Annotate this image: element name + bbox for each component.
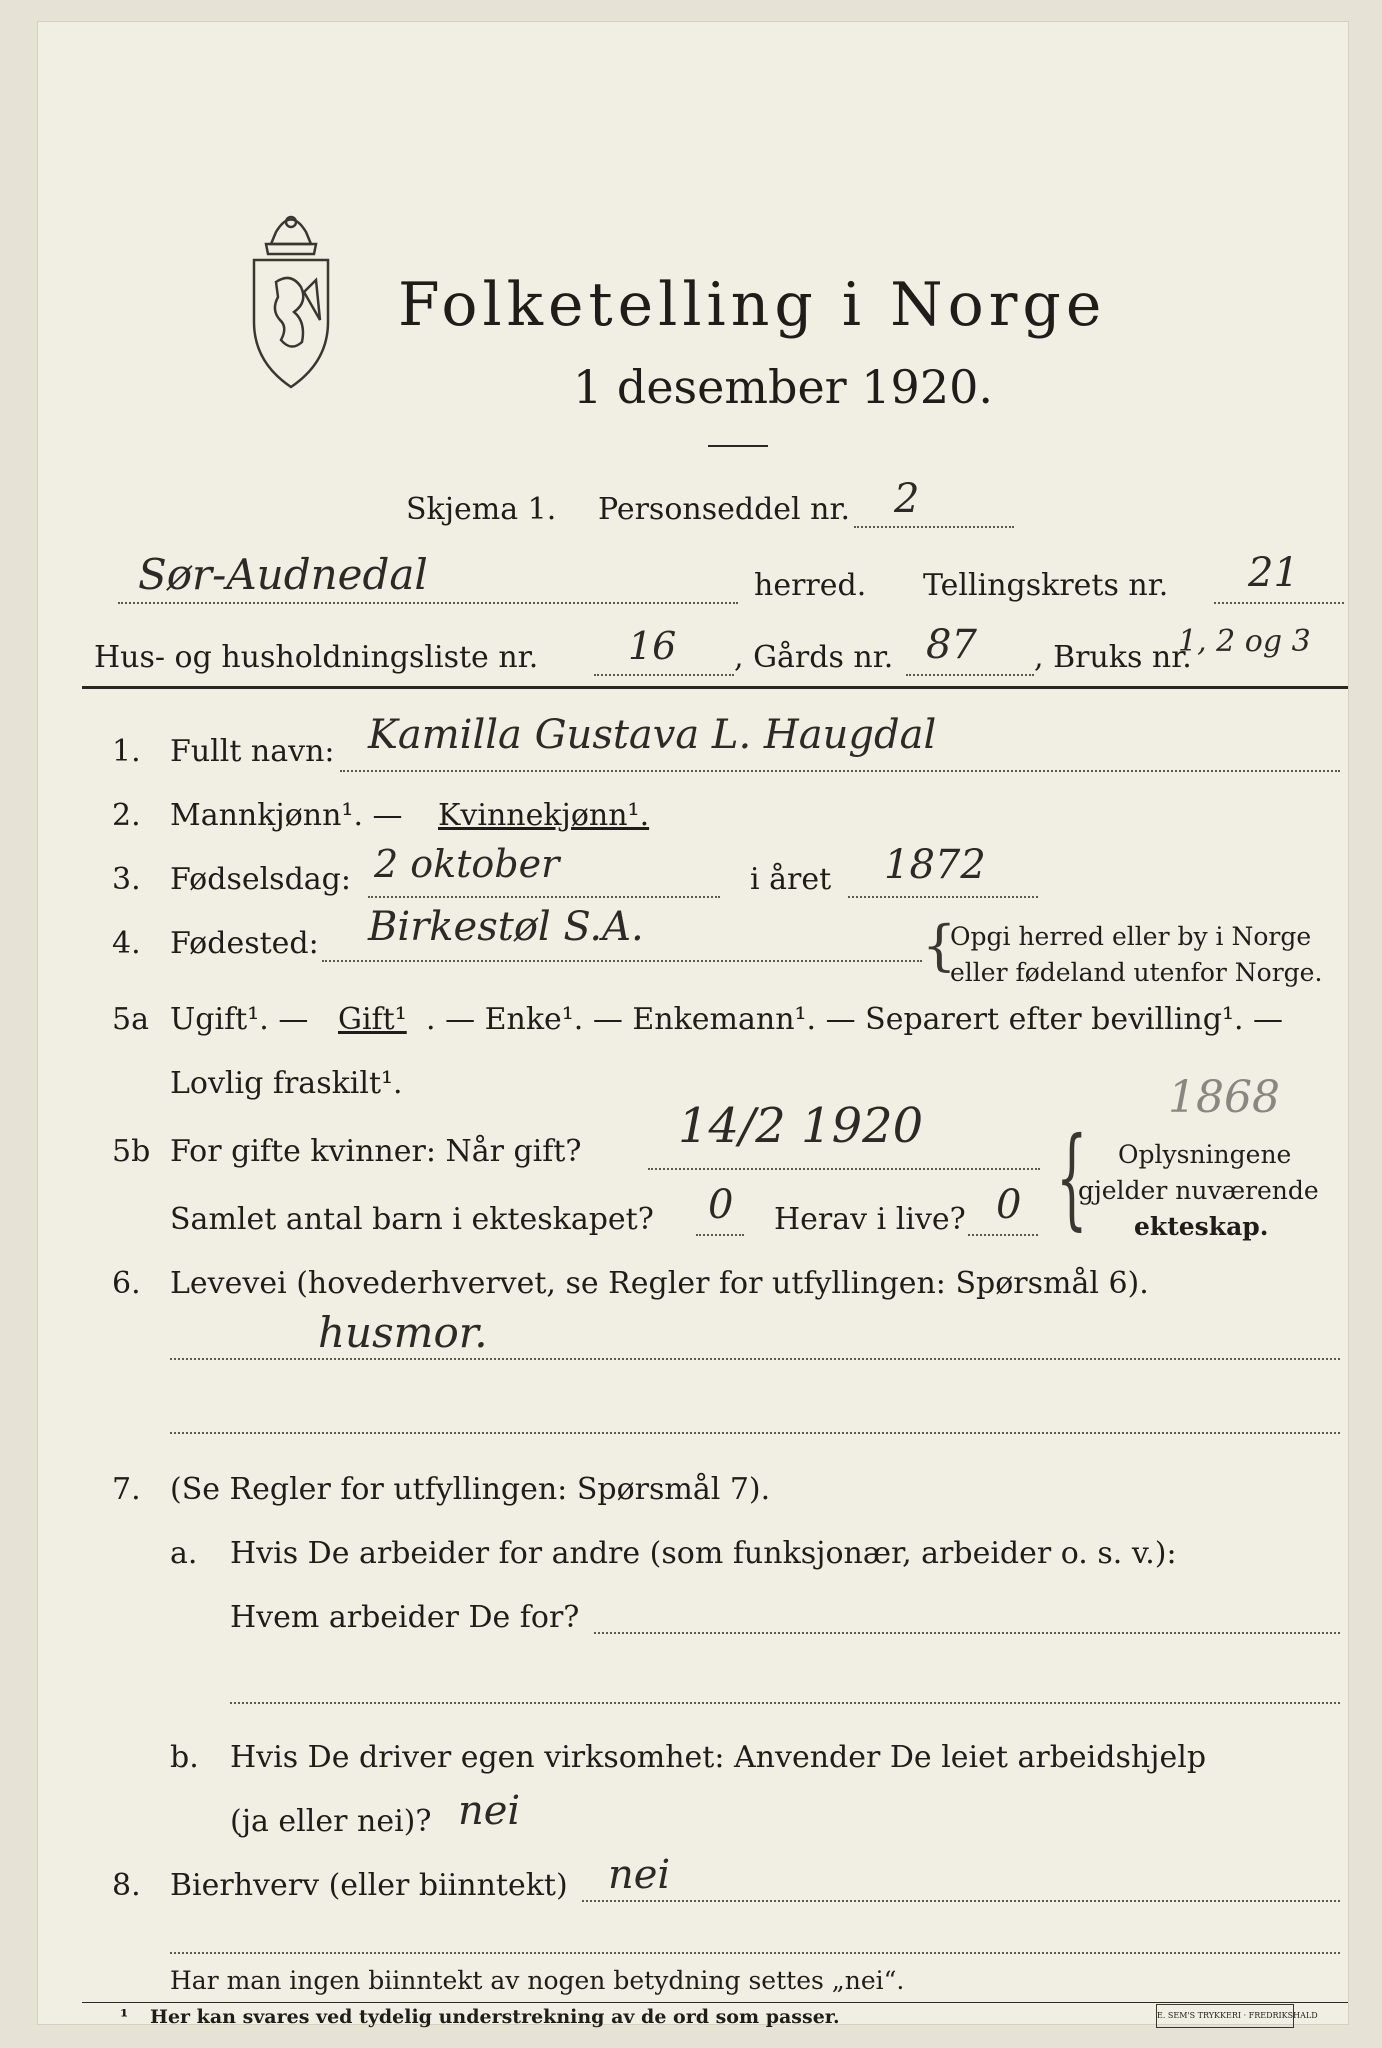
tellingskrets-label: Tellingskrets nr. [923,568,1169,603]
q5b-label: For gifte kvinner: Når gift? [170,1134,582,1169]
q5b-alive-label: Herav i live? [774,1202,966,1237]
q5b-note-line3: ekteskap. [1134,1212,1269,1241]
hus-line [594,674,734,676]
q6-line1 [170,1358,1340,1360]
census-form [38,22,1348,2024]
q3-label: Fødselsdag: [170,862,351,897]
gards-line [906,674,1034,676]
q5b-children-line [696,1234,744,1236]
footnote-mark: ¹ [120,2006,129,2028]
q6-number: 6. [112,1266,141,1301]
bruks-value[interactable]: 1, 2 og 3 [1178,624,1311,659]
form-title: Folketelling i Norge [398,270,1107,340]
q5b-line [648,1168,1040,1170]
q5b-note-line1: Oplysningene [1118,1140,1292,1169]
q1-line [340,770,1340,772]
gards-value[interactable]: 87 [926,622,977,668]
title-divider [708,445,768,447]
marital-gift-option[interactable]: Gift¹ [338,1002,407,1037]
q8-label: Bierhverv (eller biinntekt) [170,1868,568,1903]
marriage-margin-note: 1868 [1168,1072,1280,1123]
birth-year-value[interactable]: 1872 [884,842,986,888]
q4-label: Fødested: [170,926,319,961]
q3-number: 3. [112,862,141,897]
tellingskrets-value[interactable]: 21 [1248,550,1299,596]
q4-brace: { [922,914,957,977]
footnote-text: Her kan svares ved tydelig understrekning av de ord som passer. [150,2006,840,2028]
birthplace-value[interactable]: Birkestøl S.A. [368,904,644,950]
q5b-number: 5b [112,1134,151,1169]
hus-value[interactable]: 16 [628,624,677,668]
q7b-label: Hvis De driver egen virksomhet: Anvender De leiet arbeidshjelp [230,1740,1207,1775]
q7a-number: a. [170,1536,198,1571]
q6-line2 [170,1432,1340,1434]
schema-label: Skjema 1. [406,492,557,527]
sex-male-option[interactable]: Mannkjønn¹. — [170,798,403,833]
header-rule [82,686,1348,689]
q5b-brace: { [1056,1113,1088,1241]
q2-number: 2. [112,798,141,833]
q3-year-label: i året [750,862,832,897]
q5b-alive-line [968,1234,1038,1236]
personseddel-label: Personseddel nr. [598,492,851,527]
marriage-date-value[interactable]: 14/2 1920 [678,1098,924,1154]
q1-number: 1. [112,734,141,769]
q7a-line1 [594,1632,1340,1634]
printer-stamp: E. SEM'S TRYKKERI · FREDRIKSHALD [1156,2004,1294,2028]
footer-rule [82,2002,1348,2003]
q1-label: Fullt navn: [170,734,335,769]
full-name-value[interactable]: Kamilla Gustava L. Haugdal [368,712,937,758]
q7a-line2 [230,1702,1340,1704]
q7-number: 7. [112,1472,141,1507]
children-count-value[interactable]: 0 [708,1182,734,1228]
marital-fraskilt-option[interactable]: Lovlig fraskilt¹. [170,1066,403,1101]
q5b-note-line2: gjelder nuværende [1078,1176,1319,1205]
q3-year-line [848,896,1038,898]
q7a-label: Hvis De arbeider for andre (som funksjonær, arbeider o. s. v.): [230,1536,1177,1571]
q7b-number: b. [170,1740,199,1775]
q8-number: 8. [112,1868,141,1903]
q7b-label2: (ja eller nei)? [230,1804,432,1839]
q5b-children-label: Samlet antal barn i ekteskapet? [170,1202,654,1237]
marital-ugift-option[interactable]: Ugift¹. — [170,1002,309,1037]
q6-label: Levevei (hovederhvervet, se Regler for utfyllingen: Spørsmål 6). [170,1266,1149,1301]
q7-label: (Se Regler for utfyllingen: Spørsmål 7). [170,1472,771,1507]
birthday-value[interactable]: 2 oktober [374,842,560,886]
gards-label: , Gårds nr. [734,640,894,675]
herred-line [118,602,738,604]
herred-value[interactable]: Sør-Audnedal [138,550,428,599]
personseddel-value[interactable]: 2 [894,476,920,522]
herred-label: herred. [754,568,867,603]
q4-note-line1: Opgi herred eller by i Norge [950,922,1312,951]
hired-help-value[interactable]: nei [458,1788,521,1834]
marital-other-options[interactable]: . — Enke¹. — Enkemann¹. — Separert efter bevilling¹. — [426,1002,1284,1037]
hus-label: Hus- og husholdningsliste nr. [94,640,539,675]
occupation-value[interactable]: husmor. [318,1308,488,1357]
side-income-value[interactable]: nei [608,1852,671,1898]
q3-line [368,896,720,898]
personseddel-line [854,526,1014,528]
census-date: 1 desember 1920. [573,360,993,414]
q4-line [322,960,922,962]
q4-note-line2: eller fødeland utenfor Norge. [950,958,1323,987]
q8-line1 [582,1900,1340,1902]
q5a-number: 5a [112,1002,149,1037]
q7a-label2: Hvem arbeider De for? [230,1600,580,1635]
nei-instruction: Har man ingen biinntekt av nogen betydning settes „nei“. [170,1966,905,1995]
bruks-label: , Bruks nr. [1034,640,1192,675]
q4-number: 4. [112,926,141,961]
tellingskrets-line [1214,602,1344,604]
children-alive-value[interactable]: 0 [996,1182,1022,1228]
sex-female-option[interactable]: Kvinnekjønn¹. [438,798,650,833]
q8-line2 [170,1952,1340,1954]
coat-of-arms-icon [236,202,346,392]
